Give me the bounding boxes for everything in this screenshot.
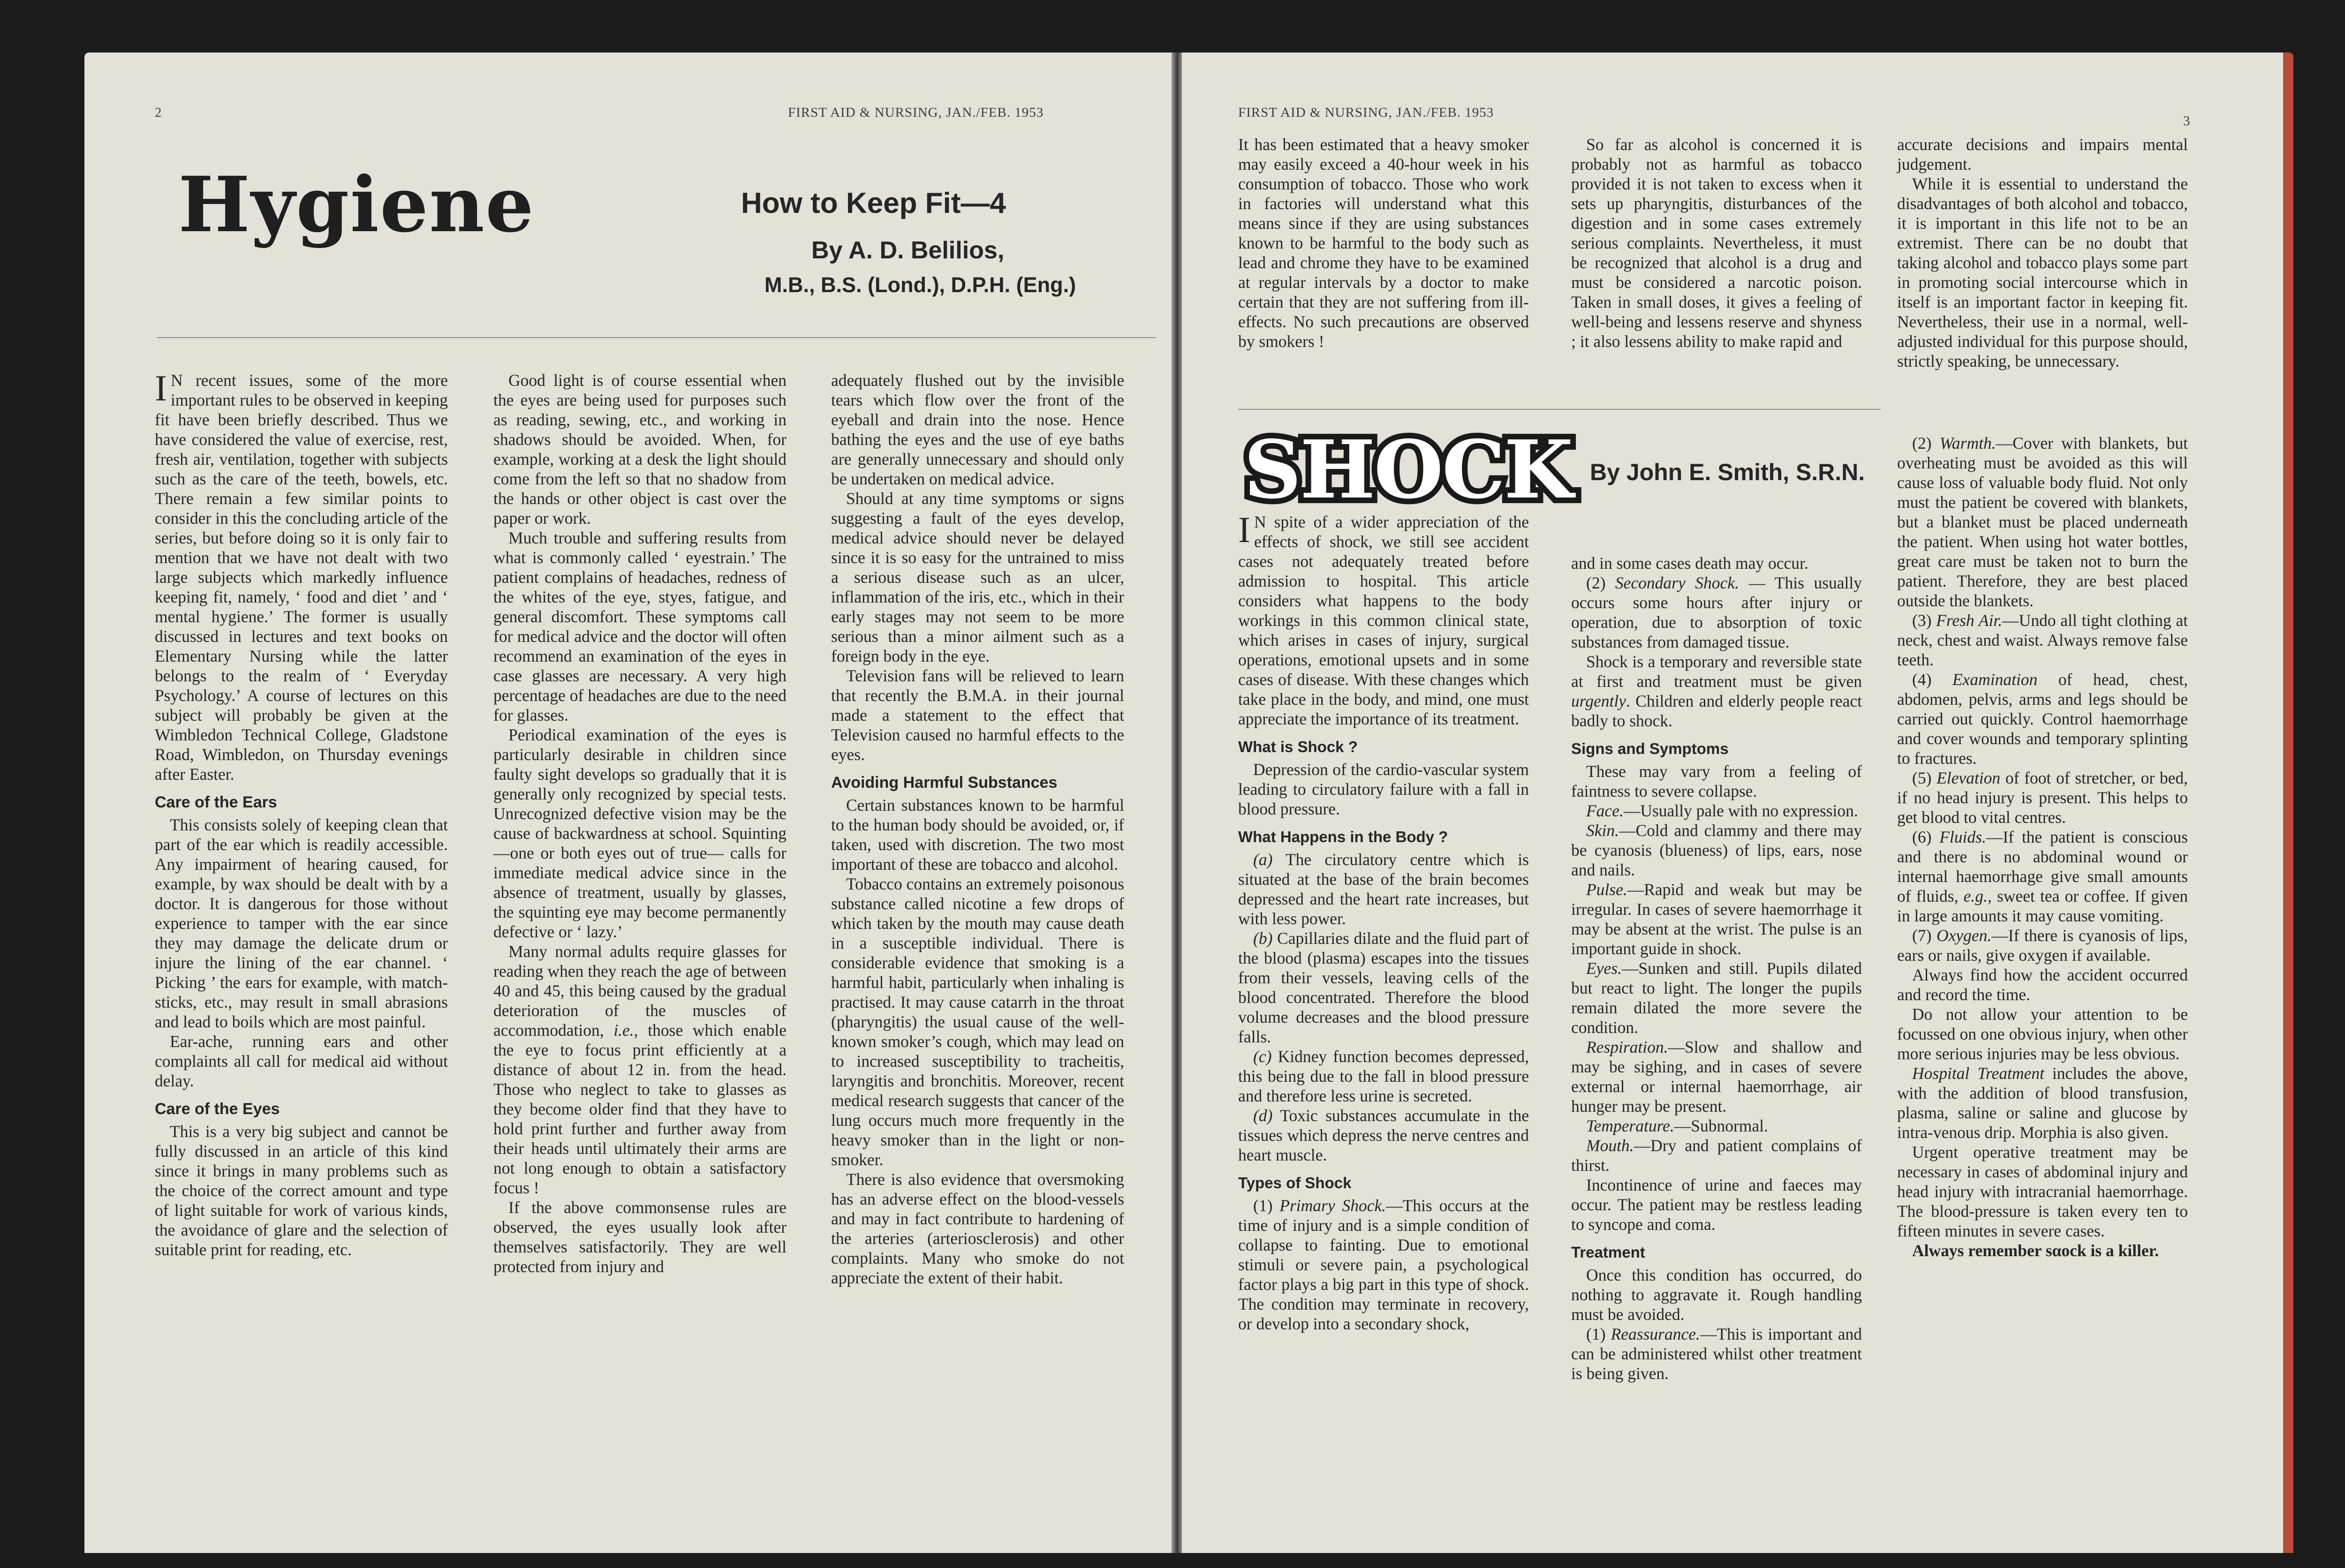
paragraph: Good light is of course essential when the eyes are being used for purposes such as reading, sewing, etc., and working in shadows should be avoided. When, for example, working at a desk the light should come from the left so that no shadow from the hands or other object is cast over the paper or work. <box>493 371 787 528</box>
text: . Children and elderly people react badly to shock. <box>1571 692 1862 730</box>
text: —Usually pale with no expression. <box>1623 801 1858 820</box>
paragraph <box>1897 611 2188 670</box>
closing-line: Always remember sαock is a killer. <box>1912 1241 2159 1260</box>
item-label: Oxygen. <box>1936 926 1992 945</box>
paragraph: This is a very big subject and cannot be fully discussed in an article of this kind since it brings in many problems such as the choice of the correct amount and type of light suitable for work of various kinds, the avoidance of glare and the selection of suitable print for reading, etc. <box>155 1122 448 1259</box>
paragraph: adequately flushed out by the invisible tears which flow over the front of the eyeball and drain into the nose. Hence bathing the eyes and the use of eye baths are generally unnecessary and should only be undertaken on medical advice. <box>831 371 1124 488</box>
item-label: Fluids. <box>1939 828 1986 846</box>
paragraph: Depression of the cardio-vascular system leading to circulatory failure with a fall in blood pressure. <box>1238 760 1529 818</box>
tobacco-column-3 <box>1897 135 2188 371</box>
paragraph <box>1571 1136 1862 1175</box>
paragraph: It has been estimated that a heavy smoker may easily exceed a 40-hour week in his consumption of tobacco. Those who work in factories will understand what this means since if they are using substances known to be harmful to the body such as lead and chrome they have to be examined at regular intervals by a doctor to make certain that they are not suffering from ill-effects. No such precautions are observed by smokers ! <box>1238 135 1529 351</box>
text: —If there is cyanosis of lips, ears or nails, give oxygen if available. <box>1897 926 2188 965</box>
paragraph <box>1897 670 2188 768</box>
text: —Cold and clammy and there may be cyanosis (blueness) of lips, ears, nose and nails. <box>1571 821 1862 879</box>
text: of head, chest, abdomen, pelvis, arms and legs should be carried out quickly. Control haemorrhage and cover wounds and temporary splinting to fractures. <box>1897 670 2188 768</box>
item-label: Secondary Shock. <box>1615 573 1739 592</box>
tobacco-column-1 <box>1238 135 1529 351</box>
item-label: Face. <box>1586 801 1624 820</box>
heading-care-of-eyes: Care of the Eyes <box>155 1100 280 1118</box>
text: (4) <box>1912 670 1952 689</box>
paragraph <box>1571 1324 1862 1383</box>
shock-byline: By John E. Smith, S.R.N. <box>1590 459 1865 485</box>
paragraph <box>1897 768 2188 827</box>
paragraph <box>493 942 787 1198</box>
paragraph <box>1571 1037 1862 1116</box>
page-number-right: 3 <box>2183 113 2191 128</box>
section-rule <box>1238 409 1881 410</box>
text: —Slow and shallow and may be sighing, and in cases of severe external or internal haemorrhage, air hunger may be present. <box>1571 1038 1862 1116</box>
magazine-spread <box>84 53 2293 1553</box>
text: (6) <box>1912 828 1940 846</box>
item-label: Respiration. <box>1586 1038 1668 1056</box>
text: those which enable the eye to focus print efficiently at a distance of about 12 in. from the head. Those who neglect to take to glasses as they become older find that they have to hold print further and further away from their heads until ultimately their arms are not long enough to obtain a satisfactory focus ! <box>493 1021 787 1197</box>
text: Toxic substances accumulate in the tissues which depress the nerve centres and heart muscle. <box>1238 1106 1529 1164</box>
text: sweet tea or coffee. If given in large amounts it may cause vomiting. <box>1897 887 2188 925</box>
paragraph: Should at any time symptoms or signs suggesting a fault of the eyes develop, medical advice should never be delayed since it is so easy for the untrained to miss a serious disease such as an ulcer, inflammation of the iris, etc., which in their early stages may not seem to be more serious than a minor ailment such as a foreign body in the eye. <box>831 489 1124 665</box>
italic-text: e.g., <box>1963 887 1992 905</box>
paragraph: If the above commonsense rules are observed, the eyes usually look after themselves satisfactorily. They are well protected from injury and <box>493 1198 787 1276</box>
paragraph: Incontinence of urine and faeces may occur. The patient may be restless leading to syncope and coma. <box>1571 1176 1862 1234</box>
italic-text: urgently <box>1571 692 1626 710</box>
right-page <box>1182 53 2293 1553</box>
paragraph: This consists solely of keeping clean that part of the ear which is readily accessible. Any impairment of hearing caused, for example, by wax should be dealt with by a doctor. It is dangerous for those without experience to tamper with the ear since they may damage the delicate drum or injure the lining of the ear channel. ‘ Picking ’ the ears for example, with match-sticks, etc., may result in small abrasions and lead to boils which are most painful. <box>155 815 448 1031</box>
paragraph <box>1238 1047 1529 1106</box>
item-label: Examination <box>1952 670 2038 689</box>
paragraph <box>1571 958 1862 1037</box>
paragraph: Always find how the accident occurred and record the time. <box>1897 965 2188 1004</box>
paragraph: Do not allow your attention to be focussed on one obvious injury, when other more serious injuries may be less obvious. <box>1897 1005 2188 1063</box>
paragraph: There is also evidence that oversmoking has an adverse effect on the blood-vessels and may in fact contribute to hardening of the arteries (arteriosclerosis) and other complaints. Many who smoke do not appreciate the extent of their habit. <box>831 1170 1124 1287</box>
item-label: Reassurance. <box>1611 1325 1700 1343</box>
text: (5) <box>1912 769 1937 787</box>
paragraph: Periodical examination of the eyes is particularly desirable in children since faulty sight develops so gradually that it is generally only recognized by special tests. Unrecognized defective vision may be the cause of backwardness at school. Squinting —one or both eyes out of true— calls for immediate medical advice since in the absence of treatment, usually by glasses, the squinting eye may become permanently defective or ‘ lazy.’ <box>493 725 787 941</box>
text: (1) <box>1253 1196 1280 1215</box>
heading-signs-and-symptoms: Signs and Symptoms <box>1571 740 1729 757</box>
paragraph: Urgent operative treatment may be necessary in cases of abdominal injury and head injury with intracranial haemorrhage. The blood-pressure is taken every ten to fifteen minutes in severe cases. <box>1897 1143 2188 1240</box>
shock-column-1 <box>1238 509 1529 1334</box>
article-byline: By A. D. Belilios, <box>811 237 1005 264</box>
text: (7) <box>1912 926 1937 945</box>
page-number-left: 2 <box>155 105 162 120</box>
header-rule <box>157 337 1156 338</box>
intro-text: N spite of a wider appreciation of the effects of shock, we still see accident cases not adequately treated before admission to hospital. This article considers what happens to the body workings in this common clinical state, which arises in cases of injury, surgical operations, emotional upsets and in some cases of disease. With these changes which take place in the body, and mind, one must appreciate the importance of its treatment. <box>1238 513 1529 728</box>
paragraph <box>1238 850 1529 928</box>
item-label: Warmth. <box>1939 434 1996 452</box>
item-label: (c) <box>1253 1047 1272 1066</box>
hygiene-column-2 <box>493 370 787 1276</box>
intro-paragraph <box>155 370 448 784</box>
drop-cap: I <box>155 368 167 408</box>
hygiene-column-1 <box>155 370 448 1259</box>
item-label: Pulse. <box>1586 880 1627 899</box>
paragraph <box>1238 1196 1529 1334</box>
item-label: Primary Shock. <box>1279 1196 1386 1215</box>
binding-gutter <box>1172 53 1183 1553</box>
text: Many normal adults require glasses for reading when they reach the age of between 40 and 45, this being caused by the gradual deterioration of the muscles of accommodation, <box>493 942 787 1040</box>
intro-paragraph <box>1238 509 1529 729</box>
paragraph: These may vary from a feeling of faintness to severe collapse. <box>1571 762 1862 800</box>
heading-what-happens: What Happens in the Body ? <box>1238 828 1448 845</box>
page-edge <box>2283 53 2293 1553</box>
paragraph <box>1571 880 1862 958</box>
article-subtitle: How to Keep Fit—4 <box>741 187 1006 219</box>
paragraph <box>1571 1116 1862 1136</box>
paragraph: While it is essential to understand the disadvantages of both alcohol and tobacco, it is important in this life not to be an extremist. There can be no doubt that taking alcohol and tobacco plays some part in promoting social intercourse which in itself is an important factor in keeping fit. Nevertheless, their use in a normal, well-adjusted individual for this purpose should, strictly speaking, be unnecessary. <box>1897 174 2188 370</box>
intro-text: N recent issues, some of the more important rules to be observed in keeping fit have been briefly described. Thus we have considered the value of exercise, rest, fresh air, ventilation, together with subjects such as the care of the teeth, bowels, etc. There remain a few similar points to consider in this the concluding article of the series, but before doing so it is only fair to mention that we have not dealt with two large subjects which markedly influence keeping fit, namely, ‘ food and diet ’ and ‘ mental hygiene.’ The former is usually discussed in lectures and text books on Elementary Nursing while the latter belongs to the realm of ‘ Everyday Psychology.’ A course of lectures on this subject will probably be given at the Wimbledon Technical College, Gladstone Road, Wimbledon, on Thursday evenings after Easter. <box>155 371 448 784</box>
paragraph <box>1571 821 1862 880</box>
text: (1) <box>1586 1325 1611 1343</box>
paragraph: Television fans will be relieved to learn that recently the B.M.A. in their journal made a statement to the effect that Television caused no harmful effects to the eyes. <box>831 666 1124 764</box>
shock-column-3 <box>1897 433 2188 1260</box>
paragraph: So far as alcohol is concerned it is probably not as harmful as tobacco provided it is not taken to excess when it sets up pharyngitis, disturbances of the digestion and in some cases extremely serious complaints. Nevertheless, it must be recognized that alcohol is a drug and must be considered a narcotic poison. Taken in small doses, it gives a feeling of well-being and lessens reserve and shyness ; it also lessens ability to make rapid and <box>1571 135 1862 351</box>
item-label: (b) <box>1253 929 1273 948</box>
text: —Subnormal. <box>1674 1116 1768 1135</box>
heading-treatment: Treatment <box>1571 1244 1645 1261</box>
paragraph: Certain substances known to be harmful to the human body should be avoided, or, if taken, used with discretion. The two most important of these are tobacco and alcohol. <box>831 796 1124 874</box>
shock-column-2 <box>1571 553 1862 1383</box>
paragraph <box>1238 928 1529 1047</box>
item-label: Temperature. <box>1586 1116 1674 1135</box>
text: —If the patient is conscious and there is no abdominal wound or internal haemorrhage give small amounts of fluids, <box>1897 828 2188 905</box>
item-label: Hospital Treatment <box>1912 1064 2044 1083</box>
text: —This is important and can be administered whilst other treatment is being given. <box>1571 1325 1862 1383</box>
item-label: Skin. <box>1586 821 1619 840</box>
item-label: Mouth. <box>1586 1136 1634 1155</box>
paragraph: Tobacco contains an extremely poisonous substance called nicotine a few drops of which taken by the mouth may cause death in a susceptible individual. There is considerable evidence that smoking is a harmful habit, particularly when inhaling is practised. It may cause catarrh in the throat (pharyngitis) the usual cause of the well-known smoker’s cough, which may lead on to increased susceptibility to tracheitis, laryngitis and bronchitis. Moreover, recent medical research suggests that cancer of the lung occurs much more frequently in the heavy smoker than in the light or non-smoker. <box>831 874 1124 1169</box>
paragraph: Once this condition has occurred, do nothing to aggravate it. Rough handling must be avoided. <box>1571 1266 1862 1324</box>
italic-text: i.e., <box>613 1021 638 1040</box>
paragraph <box>1238 1106 1529 1165</box>
running-head-right: FIRST AID & NURSING, JAN./FEB. 1953 <box>1238 105 1494 120</box>
item-label: (d) <box>1253 1106 1273 1125</box>
text: Kidney function becomes depressed, this being due to the fall in blood pressure and therefore less urine is secreted. <box>1238 1047 1529 1105</box>
text: —This occurs at the time of injury and is a simple condition of collapse to fainting. Due to emotional stimuli or severe pain, a psychological factor plays a big part in this type of shock. The condition may terminate in recovery, or develop into a secondary shock, <box>1238 1196 1529 1333</box>
tobacco-column-2 <box>1571 135 1862 351</box>
shock-title: SHOCK <box>1244 423 1572 517</box>
paragraph <box>1571 573 1862 652</box>
heading-avoiding-harmful-substances: Avoiding Harmful Substances <box>831 774 1058 792</box>
item-label: Elevation <box>1937 769 2001 787</box>
text: —Sunken and still. Pupils dilated but react to light. The longer the pupils remain dilated the more severe the condition. <box>1571 959 1862 1037</box>
hygiene-title: Hygiene <box>178 160 535 249</box>
running-head-left: FIRST AID & NURSING, JAN./FEB. 1953 <box>788 105 1044 120</box>
heading-types-of-shock: Types of Shock <box>1238 1174 1352 1191</box>
text: includes the above, with the addition of blood transfusion, plasma, saline or saline and glucose by intra-venous drip. Morphia is also given. <box>1897 1064 2188 1142</box>
paragraph: Ear-ache, running ears and other complaints all call for medical aid without delay. <box>155 1032 448 1090</box>
paragraph <box>1897 433 2188 611</box>
paragraph <box>1571 801 1862 821</box>
paragraph: and in some cases death may occur. <box>1571 554 1808 573</box>
text: —Rapid and weak but may be irregular. In cases of severe haemorrhage it may be absent at the wrist. The pulse is an important guide in shock. <box>1571 880 1862 958</box>
author-credentials: M.B., B.S. (Lond.), D.P.H. (Eng.) <box>764 273 1076 297</box>
text: The circulatory centre which is situated at the base of the brain becomes depressed and the heart rate increases, but with less power. <box>1238 850 1529 928</box>
paragraph: Much trouble and suffering results from what is commonly called ‘ eyestrain.’ The patient complains of headaches, redness of the whites of the eye, styes, fatigue, and general discomfort. These symptoms call for medical advice and the doctor will often recommend an examination of the eyes in case glasses are necessary. A very high percentage of headaches are due to the need for glasses. <box>493 528 787 724</box>
paragraph <box>1571 652 1862 731</box>
text: —Dry and patient complains of thirst. <box>1571 1136 1862 1175</box>
text: of foot of stretcher, or bed, if no head injury is present. This helps to get blood to vital centres. <box>1897 769 2188 827</box>
text: (3) <box>1912 611 1937 630</box>
item-label: Eyes. <box>1586 959 1622 978</box>
paragraph <box>1897 926 2188 965</box>
paragraph: accurate decisions and impairs mental judgement. <box>1897 135 2188 173</box>
text: Capillaries dilate and the fluid part of the blood (plasma) escapes into the tissues from their vessels, leaving cells of the blood concentrated. Therefore the blood volume decreases and the blood pressure falls. <box>1238 929 1529 1046</box>
hygiene-column-3 <box>831 370 1124 1288</box>
text: —Undo all tight clothing at neck, chest and waist. Always remove false teeth. <box>1897 611 2188 669</box>
drop-cap: I <box>1238 509 1250 550</box>
heading-what-is-shock: What is Shock ? <box>1238 738 1358 755</box>
text: Shock is a temporary and reversible state at first and treatment must be given <box>1571 652 1862 691</box>
left-page <box>84 53 1172 1553</box>
text: (2) <box>1586 573 1615 592</box>
text: —Cover with blankets, but overheating must be avoided as this will cause loss of valuable body fluid. Not only must the patient be covered with blankets, but a blanket must be placed underneath the patient. When using hot water bottles, great care must be taken not to burn the patient. Therefore, they are best placed outside the blankets. <box>1897 434 2188 610</box>
heading-care-of-ears: Care of the Ears <box>155 793 277 811</box>
paragraph <box>1897 1063 2188 1142</box>
item-label: (a) <box>1253 850 1273 869</box>
item-label: Fresh Air. <box>1936 611 2003 630</box>
paragraph <box>1897 827 2188 926</box>
text: (2) <box>1912 434 1940 452</box>
text: — This usually occurs some hours after injury or operation, due to absorption of toxic substances from damaged tissue. <box>1571 573 1862 651</box>
